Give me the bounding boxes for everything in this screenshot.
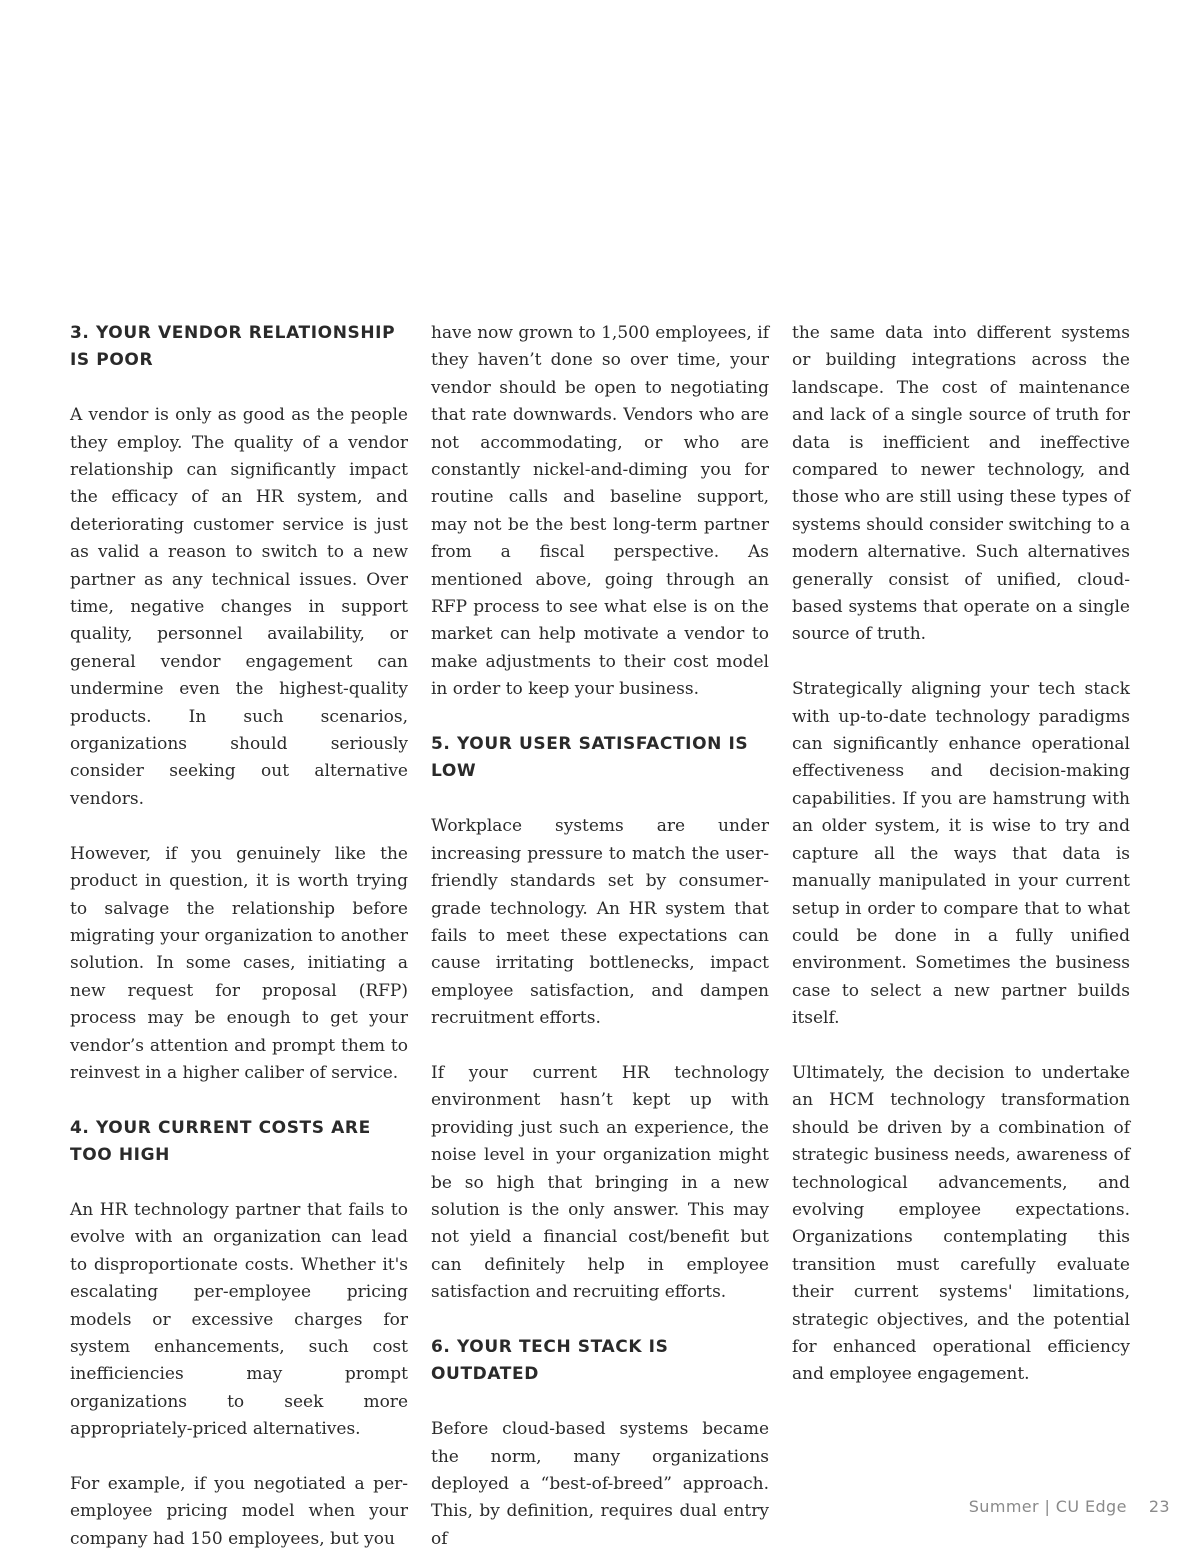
body-paragraph: However, if you genuinely like the product in question, it is worth trying to salvage the relationship before migrating your organization to another solution. In some cases, initiating a new request for proposal (RFP) process may be enough to get your vendor’s attention and prompt them to reinvest in a higher caliber of service.	[70, 843, 408, 1083]
page-footer	[969, 1497, 1170, 1516]
section-heading: 3. YOUR VENDOR RELATIONSHIP IS POOR	[70, 323, 396, 371]
body-paragraph: have now grown to 1,500 employees, if they haven’t done so over time, your vendor should be open to negotiating that rate downwards. Vendors who are not accommodating, or who are constantly nickel-and-diming you for routine calls and baseline support, may not be the best long-term partner from a fiscal perspective. As mentioned above, going through an RFP process to see what else is on the market can help motivate a vendor to make adjustments to their cost model in order to keep your business.	[431, 323, 769, 700]
body-paragraph: Strategically aligning your tech stack with up-to-date technology paradigms can significantly enhance operational effectiveness and decision-making capabilities. If you are hamstrung with an older system, it is wise to try and capture all the ways that data is manually manipulated in your current setup in order to compare that to what could be done in a fully unified environment. Sometimes the business case to select a new partner builds itself.	[792, 679, 1130, 1029]
body-paragraph: Before cloud-based systems became the norm, many organizations deployed a “best-of-breed” approach. This, by definition, requires dual entry of	[431, 1419, 769, 1549]
article-column-2	[431, 320, 769, 1553]
body-paragraph: Ultimately, the decision to undertake an HCM technology transformation should be driven by a combination of strategic business needs, awareness of technological advancements, and evolving employee expectations. Organizations contemplating this transition must carefully evaluate their current systems' limitations, strategic objectives, and the potential for enhanced operational efficiency and employee engagement.	[792, 1062, 1130, 1385]
body-paragraph: the same data into different systems or building integrations across the landscape. The cost of maintenance and lack of a single source of truth for data is inefficient and ineffective compared to newer technology, and those who are still using these types of systems should consider switching to a modern alternative. Such alternatives generally consist of unified, cloud-based systems that operate on a single source of truth.	[792, 323, 1130, 645]
body-paragraph: A vendor is only as good as the people they employ. The quality of a vendor relationship can significantly impact the efficacy of an HR system, and deteriorating customer service is just as valid a reason to switch to a new partner as any technical issues. Over time, negative changes in support quality, personnel availability, or general vendor engagement can undermine even the highest-quality products. In such scenarios, organizations should seriously consider seeking out alternative vendors.	[70, 405, 408, 809]
section-heading: 4. YOUR CURRENT COSTS ARE TOO HIGH	[70, 1117, 371, 1166]
body-paragraph: Workplace systems are under increasing pressure to match the user-friendly standards set by consumer-grade technology. An HR system that fails to meet these expectations can cause irritating bottlenecks, impact employee satisfaction, and dampen recruitment efforts.	[431, 816, 769, 1029]
section-heading: 6. YOUR TECH STACK IS OUTDATED	[431, 1336, 669, 1385]
article-column-1	[70, 320, 408, 1553]
body-paragraph: For example, if you negotiated a per-employee pricing model when your company had 150 employees, but you	[70, 1473, 408, 1549]
article-column-3	[792, 320, 1130, 1389]
body-paragraph: If your current HR technology environment hasn’t kept up with providing just such an experience, the noise level in your organization might be so high that bringing in a new solution is the only answer. This may not yield a financial cost/benefit but can definitely help in employee satisfaction and recruiting efforts.	[431, 1062, 769, 1303]
page-number: 23	[1148, 1497, 1170, 1516]
publication-name: Summer | CU Edge	[968, 1497, 1127, 1516]
section-heading: 5. YOUR USER SATISFACTION IS LOW	[431, 734, 749, 782]
body-paragraph: An HR technology partner that fails to evolve with an organization can lead to disproportionate costs. Whether it's escalating per-employee pricing models or excessive charges for system enhancements, such cost inefficiencies may prompt organizations to seek more appropriately-priced alternatives.	[70, 1199, 408, 1440]
